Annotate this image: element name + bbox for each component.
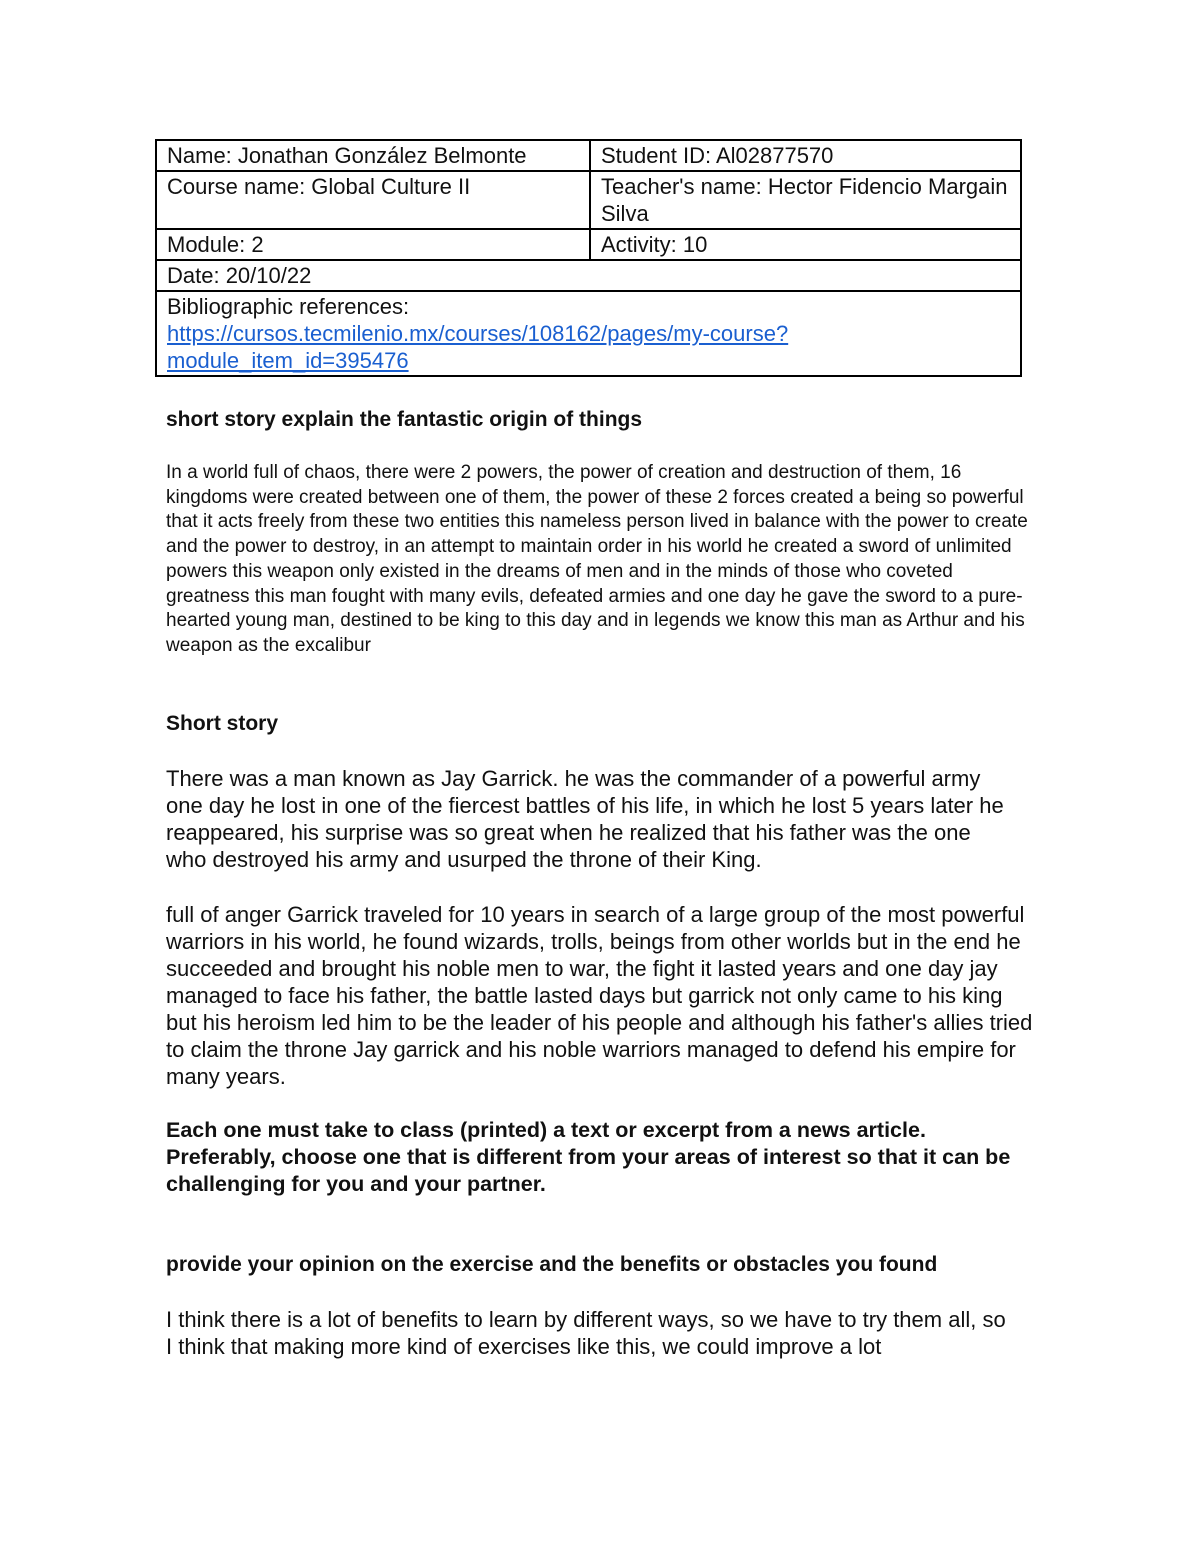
course-name-cell: Course name: Global Culture II bbox=[156, 171, 590, 229]
table-row bbox=[156, 291, 1021, 376]
student-info-table bbox=[155, 139, 1022, 377]
date-cell: Date: 20/10/22 bbox=[156, 260, 1021, 291]
bibliography-link-line2: module_item_id=395476 bbox=[167, 348, 409, 373]
module-cell: Module: 2 bbox=[156, 229, 590, 260]
opinion-body: I think there is a lot of benefits to learn by different ways, so we have to try them all, so I think that making more kind of exercises like this, we could improve a lot bbox=[166, 1307, 1006, 1359]
origin-story-body: In a world full of chaos, there were 2 powers, the power of creation and destruction of them, 16 kingdoms were created between one of them, the power of these 2 forces created a being so powerful that it acts freely from these two entities this nameless person lived in balance with the power to create and the power to destroy, in an attempt to maintain order in his world he created a sword of unlimited powers this weapon only existed in the dreams of men and in the minds of those who coveted greatness this man fought with many evils, defeated armies and one day he gave the sword to a pure-hearted young man, destined to be king to this day and in legends we know this man as Arthur and his weapon as the excalibur bbox=[166, 462, 1028, 656]
table-row bbox=[156, 140, 1021, 171]
student-id-cell: Student ID: Al02877570 bbox=[590, 140, 1021, 171]
bibliography-cell bbox=[156, 291, 1021, 376]
opinion-heading: provide your opinion on the exercise and the benefits or obstacles you found bbox=[166, 1253, 938, 1276]
class-instruction: Each one must take to class (printed) a text or excerpt from a news article. Preferably, choose one that is different from your areas of interest so that it can be challenging for you and your partner. bbox=[166, 1118, 1011, 1196]
short-story-heading: Short story bbox=[166, 712, 279, 735]
student-name-cell: Name: Jonathan González Belmonte bbox=[156, 140, 590, 171]
teacher-name-cell: Teacher's name: Hector Fidencio Margain Silva bbox=[590, 171, 1021, 229]
activity-cell: Activity: 10 bbox=[590, 229, 1021, 260]
origin-story-heading: short story explain the fantastic origin of things bbox=[166, 408, 643, 431]
table-row bbox=[156, 229, 1021, 260]
short-story-paragraph-2: full of anger Garrick traveled for 10 years in search of a large group of the most powerful warriors in his world, he found wizards, trolls, beings from other worlds but in the end he succeeded and brought his noble men to war, the fight it lasted years and one day jay managed to face his father, the battle lasted days but garrick not only came to his king but his heroism led him to be the leader of his people and although his father's allies tried to claim the throne Jay garrick and his noble warriors managed to defend his empire for many years. bbox=[166, 902, 1033, 1089]
table-row bbox=[156, 171, 1021, 229]
bibliography-label: Bibliographic references: bbox=[167, 294, 410, 319]
short-story-paragraph-1: There was a man known as Jay Garrick. he was the commander of a powerful army one day he lost in one of the fiercest battles of his life, in which he lost 5 years later he reappeared, his surprise was so great when he realized that his father was the one who destroyed his army and usurped the throne of their King. bbox=[166, 766, 1004, 872]
bibliography-link[interactable] bbox=[167, 321, 788, 373]
bibliography-link-line1: https://cursos.tecmilenio.mx/courses/108162/pages/my-course? bbox=[167, 321, 789, 346]
table-row bbox=[156, 260, 1021, 291]
